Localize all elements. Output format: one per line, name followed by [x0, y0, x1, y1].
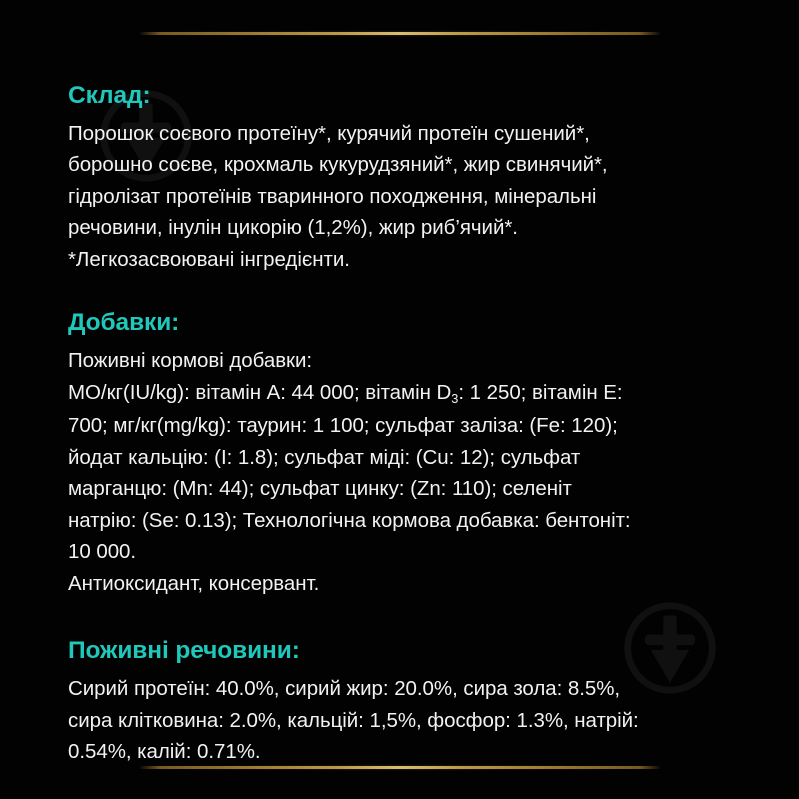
body-line: Поживні кормові добавки: [68, 349, 313, 373]
section-additives-heading: Добавки: [68, 309, 180, 337]
section-composition [68, 82, 740, 275]
body-line-footnote: *Легкозасвоювані інгредієнти. [68, 247, 350, 271]
body-line: натрію: (Se: 0.13); Технологічна кормова добавка: бентоніт: [68, 508, 631, 532]
section-nutrients-heading: Поживні речовини: [68, 637, 300, 665]
body-line: Антиоксидант, консервант. [68, 571, 320, 595]
subscript-three: 3 [451, 390, 459, 406]
body-line: марганцю: (Mn: 44); сульфат цинку: (Zn: 110); селеніт [68, 477, 572, 501]
body-line: речовини, інулін цикорію (1,2%), жир риб’ячий*. [68, 216, 518, 240]
section-additives [68, 275, 740, 599]
body-line: гідролізат протеїнів тваринного походження, мінеральні [68, 184, 597, 208]
section-composition-heading: Склад: [68, 82, 151, 109]
body-line: Сирий протеїн: 40.0%, сирий жир: 20.0%, сира зола: 8.5%, [68, 677, 621, 701]
body-line: борошно соєве, крохмаль кукурудзяний*, жир свинячий*, [68, 153, 608, 177]
body-line: Порошок соєвого протеїну*, курячий протеїн сушений*, [68, 121, 590, 145]
gold-divider-top [140, 32, 660, 35]
gold-divider-bottom [140, 766, 660, 769]
vitamin-line-prefix: МО/кг(IU/kg): вітамін A: 44 000; вітамін D [68, 380, 452, 404]
body-line: 0.54%, калій: 0.71%. [68, 740, 261, 764]
section-composition-body [68, 118, 740, 276]
section-nutrients [68, 599, 740, 767]
vitamin-line-suffix: : 1 250; вітамін E: [458, 380, 623, 404]
body-line: йодат кальцію: (I: 1.8); сульфат міді: (Cu: 12); сульфат [68, 445, 581, 469]
section-additives-body [68, 345, 740, 599]
body-line: 700; мг/кг(mg/kg): таурин: 1 100; сульфат заліза: (Fe: 120); [68, 414, 618, 438]
body-line: 10 000. [68, 540, 137, 564]
section-nutrients-body [68, 673, 740, 768]
body-line: сира клітковина: 2.0%, кальцій: 1,5%, фосфор: 1.3%, натрій: [68, 708, 639, 732]
body-line-vitamins [68, 377, 740, 411]
ingredients-content [68, 82, 740, 768]
